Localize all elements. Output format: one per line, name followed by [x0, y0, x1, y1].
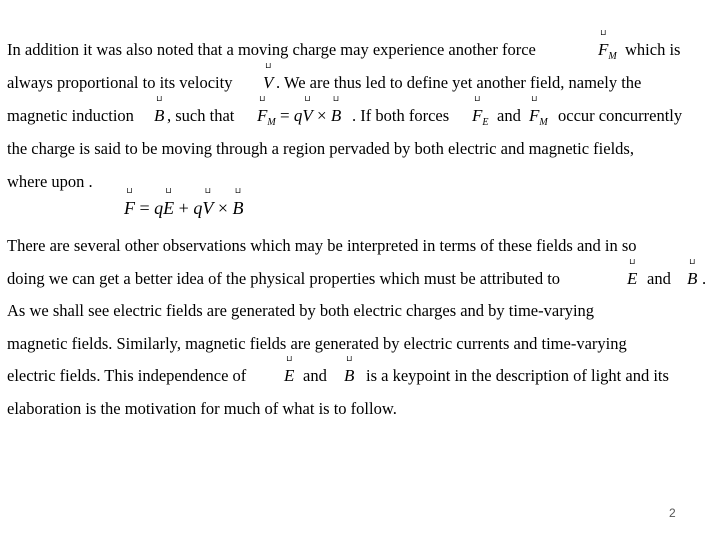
- text-line: electric fields. This independence of: [7, 366, 247, 385]
- text-line: magnetic induction: [7, 106, 134, 125]
- text-line: .: [702, 269, 707, 288]
- math-e: ⊔ E: [284, 366, 294, 386]
- text-line: . We are thus led to define yet another field, namely the: [276, 73, 642, 92]
- math-fm: ⊔ $F_M$: [529, 106, 548, 133]
- text-line: As we shall see electric fields are generated by both electric charges and by time-varying: [7, 301, 595, 320]
- text-line: elaboration is the motivation for much of what is to follow.: [7, 399, 397, 418]
- math-fm-equation: ⊔ $F_M$ = q⊔ V × ⊔ B: [257, 106, 341, 133]
- text-line: always proportional to its velocity: [7, 73, 233, 92]
- math-v: ⊔ V: [263, 73, 273, 93]
- text-line: . If both forces: [352, 106, 450, 125]
- text-line: and: [303, 366, 327, 385]
- text-line: which is: [625, 40, 681, 59]
- math-b: ⊔ B: [344, 366, 354, 386]
- math-b: ⊔ B: [154, 106, 164, 126]
- text-line: In addition it was also noted that a moving charge may experience another force: [7, 40, 536, 59]
- text-line: and: [647, 269, 671, 288]
- math-fe: ⊔ $F_E$: [472, 106, 489, 133]
- text-line: and: [497, 106, 521, 125]
- text-line: There are several other observations which may be interpreted in terms of these fields and in so: [7, 236, 637, 255]
- math-lorentz-force: ⊔ F = q⊔ E + q⊔ V × ⊔ B: [124, 198, 243, 218]
- text-line: the charge is said to be moving through a region pervaded by both electric and magnetic fields,: [7, 139, 634, 158]
- text-line: where upon .: [7, 172, 93, 191]
- text-line: , such that: [167, 106, 235, 125]
- text-line: magnetic fields. Similarly, magnetic fields are generated by electric currents and time-varying: [7, 334, 627, 353]
- page-number: 2: [669, 506, 676, 520]
- math-e: ⊔ E: [627, 269, 637, 289]
- text-line: is a keypoint in the description of light and its: [366, 366, 669, 385]
- math-b: ⊔ B: [687, 269, 697, 289]
- math-fm: ⊔ $F_M$: [598, 40, 617, 67]
- text-line: doing we can get a better idea of the physical properties which must be attributed to: [7, 269, 561, 288]
- text-line: occur concurrently: [558, 106, 683, 125]
